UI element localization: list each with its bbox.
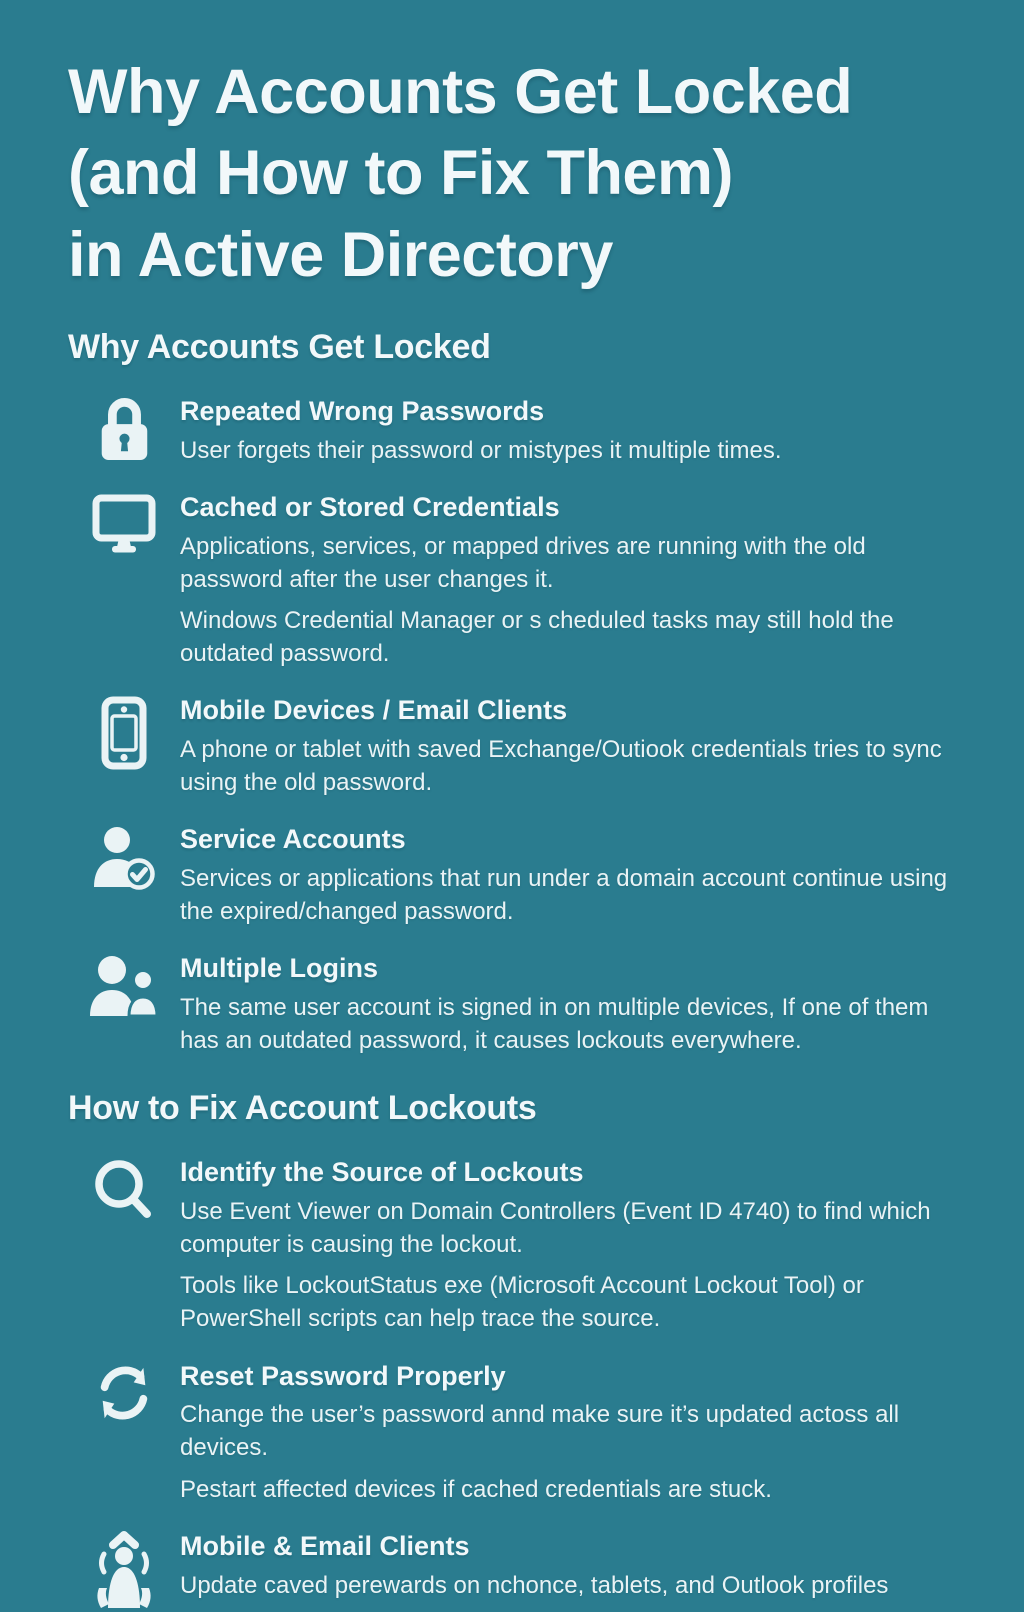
item-paragraph: User forgets their password or mistypes it multiple times.	[180, 436, 782, 464]
list-item-reset-password	[68, 1360, 964, 1507]
text-cell	[180, 491, 962, 670]
item-paragraph: Applications, services, or mapped drives are running with the old password after the user changes it.	[180, 532, 866, 593]
search-icon	[92, 1158, 156, 1222]
text-cell	[180, 395, 962, 467]
item-paragraph: Pestart affected devices if cached credentials are stuck.	[180, 1475, 772, 1503]
text-cell	[180, 1530, 962, 1602]
item-title: Identify the Source of Lockouts	[180, 1157, 584, 1188]
text-cell	[180, 1156, 962, 1335]
icon-cell	[68, 694, 180, 770]
icon-cell	[68, 823, 180, 891]
multiple-users-icon	[87, 954, 161, 1018]
icon-cell	[68, 1360, 180, 1424]
icon-cell	[68, 1530, 180, 1612]
text-cell	[180, 952, 962, 1057]
item-paragraph: Windows Credential Manager or s cheduled tasks may still hold the outdated password.	[180, 607, 894, 667]
person-update-icon	[92, 1532, 156, 1612]
list-item-repeated-wrong-passwords	[68, 395, 964, 467]
item-paragraph: A phone or tablet with saved Exchange/Outiook credentials tries to sync using the old password.	[180, 736, 942, 796]
smartphone-icon	[101, 696, 147, 770]
icon-cell	[68, 952, 180, 1018]
list-item-mobile-devices	[68, 694, 964, 799]
item-paragraph: Services or applications that run under a domain account continue using the expired/changed password.	[180, 865, 948, 925]
item-title: Repeated Wrong Passwords	[180, 395, 545, 426]
text-cell	[180, 823, 962, 928]
page-title	[68, 52, 964, 296]
icon-cell	[68, 1156, 180, 1222]
service-account-icon	[91, 825, 157, 891]
refresh-icon	[93, 1362, 155, 1424]
page-title-line-2: (and How to Fix Them)	[68, 138, 733, 209]
section-heading: How to Fix Account Lockouts	[68, 1089, 537, 1128]
lock-icon	[93, 397, 155, 461]
item-paragraph: Tools like LockoutStatus exe (Microsoft Account Lockout Tool) or PowerShell scripts can help trace the source.	[180, 1272, 864, 1333]
page-title-line-3: in Active Directory	[68, 219, 613, 290]
list-item-service-accounts	[68, 823, 964, 928]
list-item-identify-source	[68, 1156, 964, 1335]
section-why-accounts-get-locked	[68, 328, 964, 1058]
item-paragraph: Update caved perewards on nchonce, tablets, and Outlook profiles	[180, 1572, 889, 1600]
list-item-cached-credentials	[68, 491, 964, 670]
text-cell	[180, 1360, 962, 1507]
icon-cell	[68, 395, 180, 461]
item-title: Multiple Logins	[180, 953, 378, 984]
monitor-icon	[90, 493, 158, 555]
item-title: Reset Password Properly	[180, 1360, 506, 1391]
item-title: Service Accounts	[180, 824, 406, 855]
page-title-line-1: Why Accounts Get Locked	[68, 57, 853, 127]
item-paragraph: Use Event Viewer on Domain Controllers (Event ID 4740) to find which computer is causing the lockout.	[180, 1198, 931, 1258]
icon-cell	[68, 491, 180, 555]
text-cell	[180, 694, 962, 799]
item-title: Mobile Devices / Email Clients	[180, 695, 568, 726]
item-title: Mobile & Email Clients	[180, 1531, 470, 1562]
list-item-mobile-email-clients	[68, 1530, 964, 1612]
section-how-to-fix-lockouts	[68, 1089, 964, 1612]
item-paragraph: Change the user’s password annd make sure it’s updated actoss all devices.	[180, 1401, 900, 1462]
section-heading: Why Accounts Get Locked	[68, 327, 491, 366]
list-item-multiple-logins	[68, 952, 964, 1057]
item-title: Cached or Stored Credentials	[180, 492, 560, 523]
item-paragraph: The same user account is signed in on multiple devices, If one of them has an outdated password, it causes lockouts everywhere.	[180, 994, 929, 1054]
